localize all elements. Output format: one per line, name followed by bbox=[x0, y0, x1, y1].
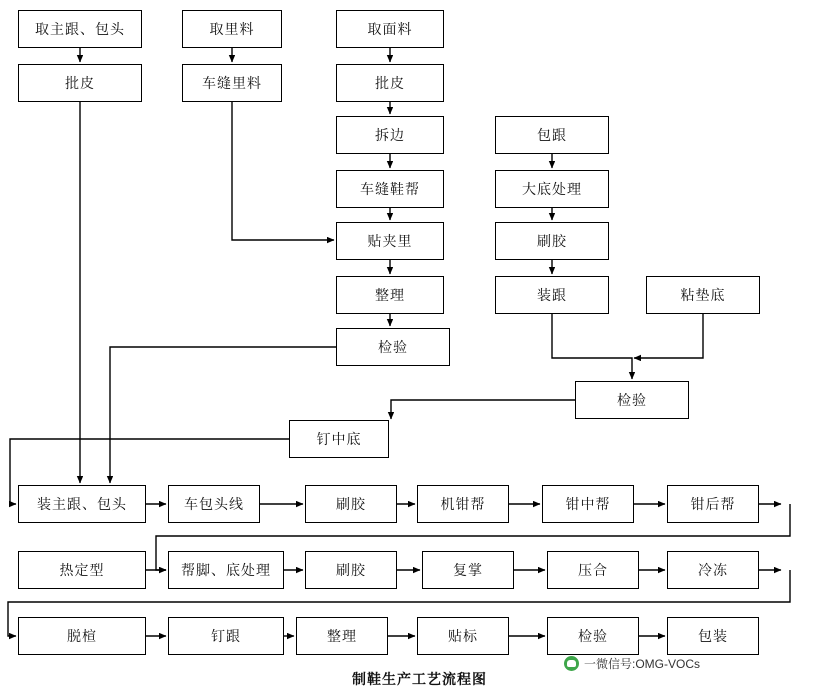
node-贴标[interactable]: 贴标 bbox=[417, 617, 509, 655]
node-批皮-2[interactable]: 批皮 bbox=[336, 64, 444, 102]
node-复掌[interactable]: 复掌 bbox=[422, 551, 514, 589]
watermark bbox=[564, 655, 700, 672]
node-钉跟[interactable]: 钉跟 bbox=[168, 617, 284, 655]
node-包装[interactable]: 包装 bbox=[667, 617, 759, 655]
node-装主跟包头[interactable]: 装主跟、包头 bbox=[18, 485, 146, 523]
node-热定型[interactable]: 热定型 bbox=[18, 551, 146, 589]
node-钳中帮[interactable]: 钳中帮 bbox=[542, 485, 634, 523]
node-检验-1[interactable]: 检验 bbox=[336, 328, 450, 366]
node-脱楦[interactable]: 脱楦 bbox=[18, 617, 146, 655]
node-包跟[interactable]: 包跟 bbox=[495, 116, 609, 154]
node-取主跟包头[interactable]: 取主跟、包头 bbox=[18, 10, 142, 48]
node-帮脚底处理[interactable]: 帮脚、底处理 bbox=[168, 551, 284, 589]
node-钳后帮[interactable]: 钳后帮 bbox=[667, 485, 759, 523]
node-取里料[interactable]: 取里料 bbox=[182, 10, 282, 48]
node-钉中底[interactable]: 钉中底 bbox=[289, 420, 389, 458]
node-车缝鞋帮[interactable]: 车缝鞋帮 bbox=[336, 170, 444, 208]
watermark-text: 一微信号:OMG-VOCs bbox=[584, 657, 700, 671]
node-装跟[interactable]: 装跟 bbox=[495, 276, 609, 314]
wechat-icon bbox=[564, 656, 579, 671]
node-大底处理[interactable]: 大底处理 bbox=[495, 170, 609, 208]
node-车包头线[interactable]: 车包头线 bbox=[168, 485, 260, 523]
node-取面料[interactable]: 取面料 bbox=[336, 10, 444, 48]
node-整理-2[interactable]: 整理 bbox=[296, 617, 388, 655]
node-整理-1[interactable]: 整理 bbox=[336, 276, 444, 314]
node-贴夹里[interactable]: 贴夹里 bbox=[336, 222, 444, 260]
node-拆边[interactable]: 拆边 bbox=[336, 116, 444, 154]
node-刷胶-1[interactable]: 刷胶 bbox=[495, 222, 609, 260]
node-刷胶-3[interactable]: 刷胶 bbox=[305, 551, 397, 589]
node-冷冻[interactable]: 冷冻 bbox=[667, 551, 759, 589]
diagram-caption: 制鞋生产工艺流程图 bbox=[352, 671, 487, 687]
node-粘垫底[interactable]: 粘垫底 bbox=[646, 276, 760, 314]
node-机钳帮[interactable]: 机钳帮 bbox=[417, 485, 509, 523]
node-压合[interactable]: 压合 bbox=[547, 551, 639, 589]
node-车缝里料[interactable]: 车缝里料 bbox=[182, 64, 282, 102]
node-检验-3[interactable]: 检验 bbox=[547, 617, 639, 655]
node-批皮-1[interactable]: 批皮 bbox=[18, 64, 142, 102]
node-检验-2[interactable]: 检验 bbox=[575, 381, 689, 419]
node-刷胶-2[interactable]: 刷胶 bbox=[305, 485, 397, 523]
